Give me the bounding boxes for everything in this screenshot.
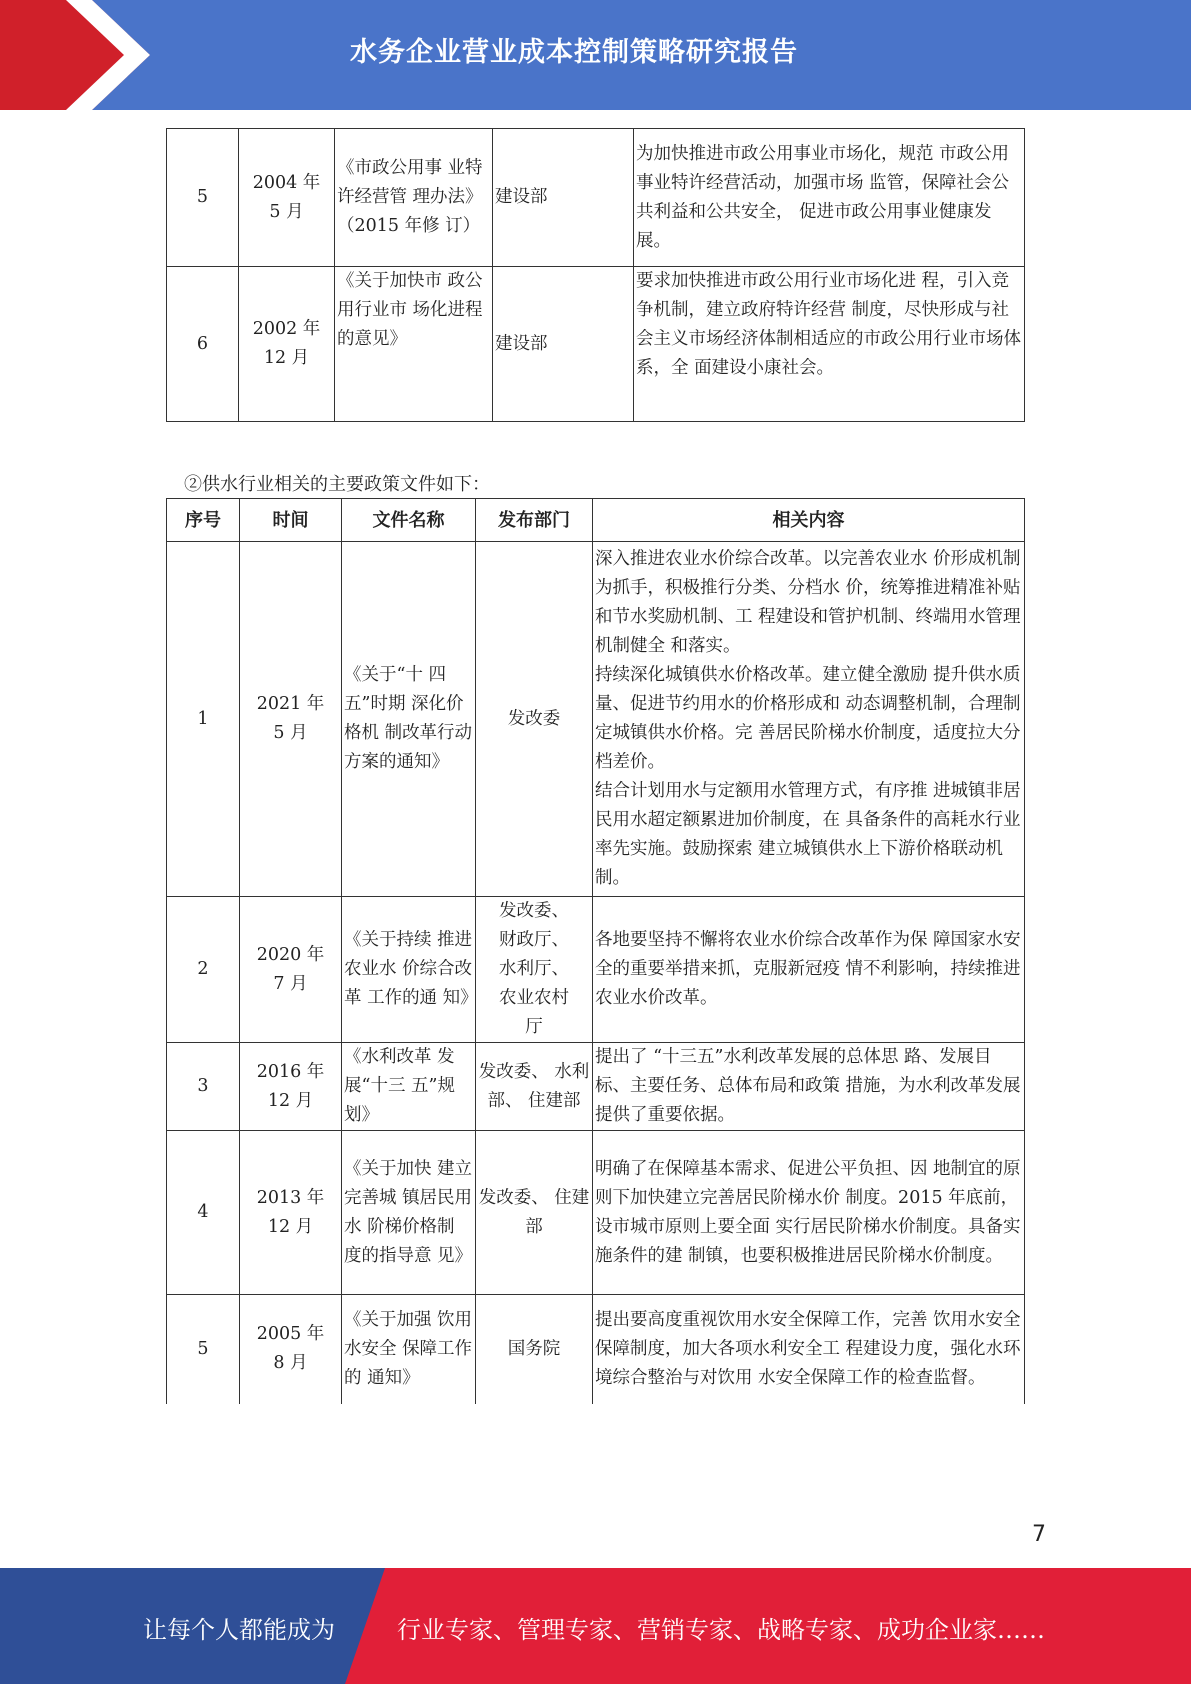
cell-dept: 发改委、 水利部、 住建部 [476,1043,593,1131]
cell-dept: 建设部 [493,129,634,267]
table-row [167,267,1025,422]
header-doc-name: 文件名称 [342,499,476,542]
cell-no: 5 [167,1295,240,1404]
cell-content: 明确了在保障基本需求、促进公平负担、因 地制宜的原则下加快建立完善居民阶梯水价 制度。2015 年底前，设市城市原则上要全面 实行居民阶梯水价制度。具备实施条件的建 制镇，也要积极推进居民阶梯水价制度。 [593,1131,1025,1295]
cell-content: 要求加快推进市政公用行业市场化进 程，引入竞争机制，建立政府特许经营 制度，尽快形成与社会主义市场经济体制相适应的市政公用行业市场体系，全 面建设小康社会。 [634,267,1025,422]
cell-time: 2016 年 12 月 [240,1043,342,1131]
cell-content: 深入推进农业水价综合改革。以完善农业水 价形成机制为抓手，积极推行分类、分档水 价，统筹推进精准补贴和节水奖励机制、工 程建设和管护机制、终端用水管理机制健全 和落实。 持续深化城镇供水价格改革。建立健全激励 提升供水质量、促进节约用水的价格形成和 动态调整机制，合理制定城镇供水价格。完 善居民阶梯水价制度，适度拉大分档差价。 结合计划用水与定额用水管理方式，有序推 进城镇非居民用水超定额累进加价制度，在 具备条件的高耗水行业率先实施。鼓励探索 建立城镇供水上下游价格联动机制。 [593,542,1025,897]
table-row [167,129,1025,267]
cell-dept: 发改委、 住建部 [476,1131,593,1295]
table-row [167,1043,1025,1131]
cell-dept: 国务院 [476,1295,593,1404]
cell-time: 2002 年 12 月 [239,267,335,422]
table-header-row [167,499,1025,542]
cell-content: 提出了 “十三五”水利改革发展的总体思 路、发展目标、主要任务、总体布局和政策 措施，为水利改革发展提供了重要依据。 [593,1043,1025,1131]
cell-time: 2020 年 7 月 [240,897,342,1043]
policy-table-continued [166,128,1025,422]
cell-doc-name: 《关于加快 建立完善城 镇居民用水 阶梯价格制 度的指导意 见》 [342,1131,476,1295]
cell-content: 各地要坚持不懈将农业水价综合改革作为保 障国家水安全的重要举措来抓，克服新冠疫 情不利影响，持续推进农业水价改革。 [593,897,1025,1043]
cell-no: 1 [167,542,240,897]
header-time: 时间 [240,499,342,542]
cell-doc-name: 《关于持续 推进农业水 价综合改革 工作的通 知》 [342,897,476,1043]
water-supply-policy-table [166,498,1025,1404]
table-row [167,1131,1025,1295]
cell-time: 2004 年 5 月 [239,129,335,267]
cell-no: 6 [167,267,239,422]
cell-time: 2013 年 12 月 [240,1131,342,1295]
page-number: 7 [1032,1522,1046,1547]
cell-time: 2021 年 5 月 [240,542,342,897]
page-footer [0,1568,1191,1684]
cell-doc-name: 《关于“十 四五”时期 深化价格机 制改革行动 方案的通知》 [342,542,476,897]
table-row [167,897,1025,1043]
cell-no: 3 [167,1043,240,1131]
cell-no: 2 [167,897,240,1043]
cell-no: 4 [167,1131,240,1295]
section-label: ②供水行业相关的主要政策文件如下： [184,474,490,495]
page-header [0,0,1191,110]
cell-doc-name: 《水利改革 发展“十三 五”规划》 [342,1043,476,1131]
cell-no: 5 [167,129,239,267]
footer-slogan-right: 行业专家、管理专家、营销专家、战略专家、成功企业家…… [397,1616,1045,1644]
cell-dept: 发改委 [476,542,593,897]
cell-doc-name: 《关于加强 饮用水安全 保障工作的 通知》 [342,1295,476,1404]
header-dept: 发布部门 [476,499,593,542]
cell-doc-name: 《关于加快市 政公用行业市 场化进程的意见》 [335,267,493,422]
cell-doc-name: 《市政公用事 业特许经营管 理办法》 （2015 年修 订） [335,129,493,267]
table-row [167,1295,1025,1404]
footer-slogan-left: 让每个人都能成为 [143,1616,335,1644]
cell-dept: 建设部 [493,267,634,422]
cell-dept: 发改委、 财政厅、 水利厅、 农业农村 厅 [476,897,593,1043]
header-no: 序号 [167,499,240,542]
cell-content: 提出要高度重视饮用水安全保障工作，完善 饮用水安全保障制度，加大各项水利安全工 程建设力度，强化水环境综合整治与对饮用 水安全保障工作的检查监督。 [593,1295,1025,1404]
cell-content: 为加快推进市政公用事业市场化，规范 市政公用事业特许经营活动，加强市场 监管，保障社会公共利益和公共安全， 促进市政公用事业健康发展。 [634,129,1025,267]
report-title: 水务企业营业成本控制策略研究报告 [350,37,798,68]
table-row [167,542,1025,897]
header-content: 相关内容 [593,499,1025,542]
cell-time: 2005 年 8 月 [240,1295,342,1404]
